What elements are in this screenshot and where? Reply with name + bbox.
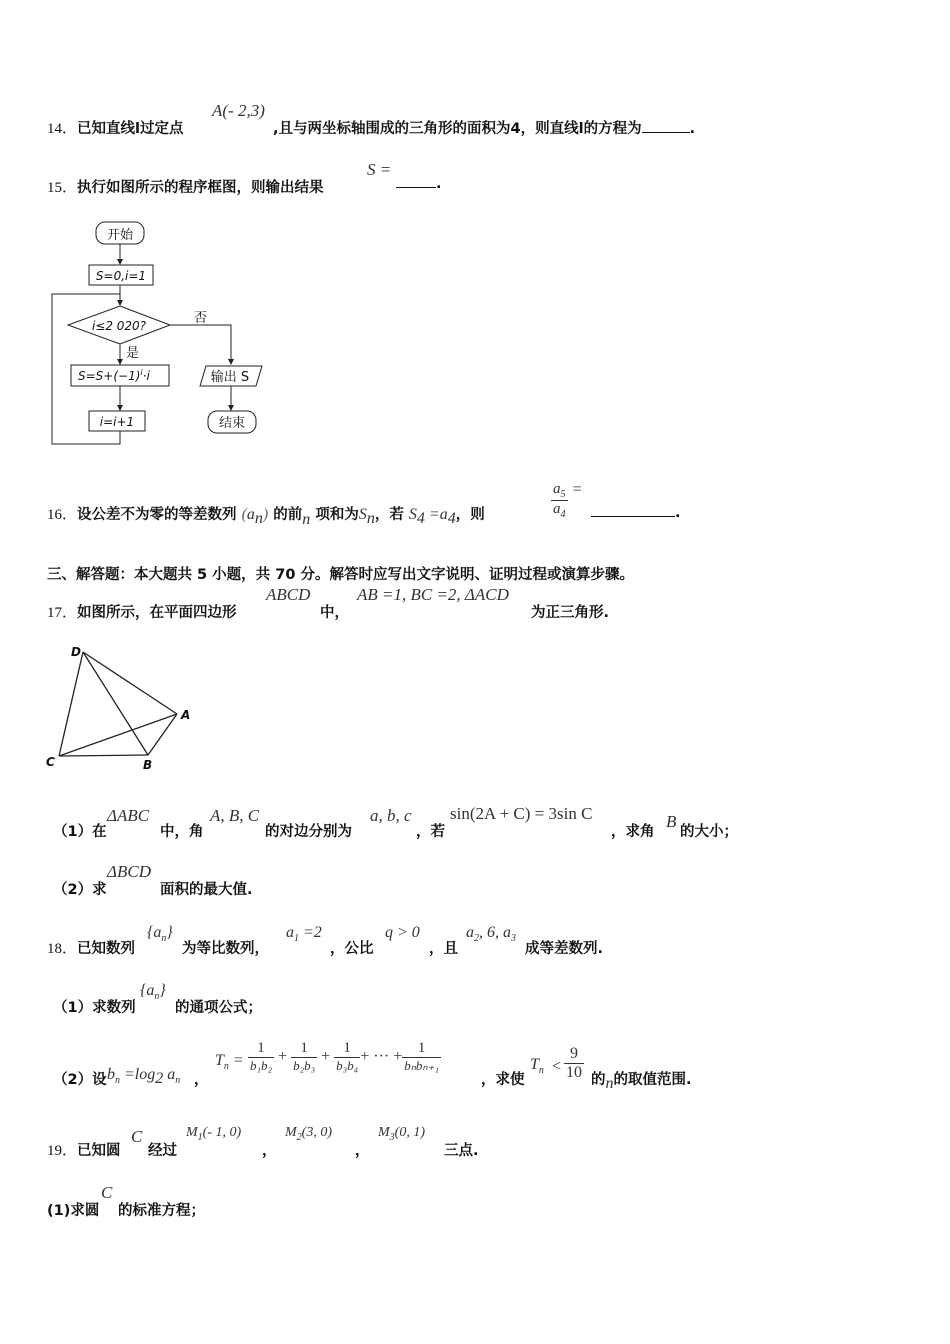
flow-cond-label: i≤2 020? — [91, 319, 147, 333]
q17: 17．如图所示，在平面四边形 — [47, 605, 237, 621]
svg-text:S=S+(−1)i·i: $S=S+(-1)^i\cdot i$ — [78, 368, 150, 383]
q16-fraction: $\frac{a_5}{a_4}$ = — [553, 481, 582, 520]
q15: 15．执行如图所示的程序框图，则输出结果 — [47, 180, 324, 196]
q14-number: 14． — [47, 121, 78, 137]
q18-part2: （2）设 — [53, 1072, 107, 1088]
flow-start-label: 开始 — [106, 228, 134, 243]
flow-inc-label: i=i+1 — [99, 415, 135, 429]
flow-no-label: 否 — [194, 311, 208, 326]
q17-condition: AB =1, BC =2, ΔACD — [357, 585, 509, 604]
q19-number: 19． — [47, 1143, 78, 1159]
q15-s: S = — [367, 160, 392, 179]
q16: 16．设公差不为零的等差数列 $(a_n)$ 的前n 项和为$S_n$，若 $S_4 =a_4$，则 — [47, 506, 485, 528]
q18-number: 18． — [47, 941, 78, 957]
flow-end-label: 结束 — [218, 416, 246, 431]
q17-equation: sin(2A + C) = 3sin C — [450, 804, 593, 823]
vertex-A: A — [181, 708, 191, 722]
q19: 19．已知圆 — [47, 1143, 121, 1159]
vertex-C: C — [46, 755, 55, 769]
q18: 18．已知数列 — [47, 941, 136, 957]
q17-part2: （2）求 — [53, 882, 107, 898]
flow-yes-label: 是 — [126, 346, 140, 361]
q15-number: 15． — [47, 180, 78, 196]
q14: 14．已知直线l过定点 — [47, 121, 184, 137]
vertex-B: B — [143, 758, 153, 772]
flow-init-label: S=0,i=1 — [95, 269, 147, 283]
q16-answer-blank[interactable] — [591, 515, 675, 517]
q14-point: A(- 2,3) — [212, 101, 265, 120]
flow-update-label: S=S+(−1) — [78, 369, 141, 383]
q14-answer-blank[interactable] — [642, 131, 690, 133]
sum-fractions: $\frac{1}{\text{b₁b₂}}$ + $\frac{1}{\text{b₂b₃}}$ + $\frac{1}{\text{b₃b₄}}$ + ··· + $\frac{1}{\text{bₙbₙ₊₁}}$ — [250, 1040, 439, 1073]
q15-answer-blank[interactable] — [396, 186, 436, 188]
section-heading: 三、解答题：本大题共 5 小题，共 70 分。解答时应写出文字说明、证明过程或演算步骤。 — [47, 567, 634, 583]
q19-part1: (1)求圆 — [47, 1203, 100, 1219]
flow-output-label: 输出 S — [210, 370, 250, 385]
q18-part1: （1）求数列 — [53, 1000, 136, 1016]
vertex-D: D — [71, 645, 81, 659]
flowchart — [46, 218, 276, 450]
q16-number: 16． — [47, 507, 78, 523]
q17-number: 17． — [47, 605, 78, 621]
q17-part1: （1）在 — [53, 824, 107, 840]
quadrilateral-figure — [40, 640, 210, 775]
